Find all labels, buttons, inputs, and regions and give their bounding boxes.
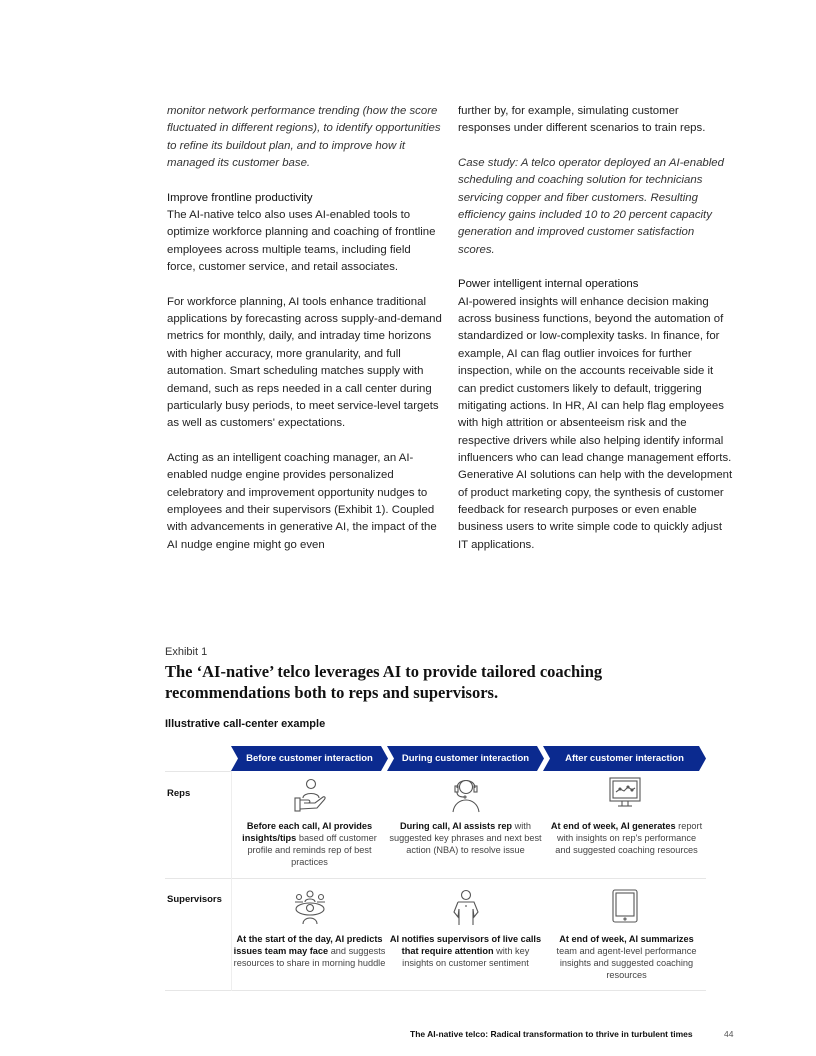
stage-chevrons: [231, 746, 706, 771]
page-number: 44: [724, 1029, 734, 1039]
hand-holding-person-icon: [293, 778, 327, 814]
exhibit-subtitle: Illustrative call-center example: [165, 718, 326, 730]
supervisor-person-icon: [451, 889, 481, 927]
divider: [165, 771, 231, 772]
tablet-icon: [612, 889, 638, 923]
left-column: [167, 103, 442, 554]
cell-bold-text: Before each call, AI provides insights/tips: [242, 821, 373, 844]
stage-chevron-before: [231, 746, 388, 771]
monitor-chart-icon: [609, 777, 641, 809]
supervisors-during-cell: [388, 933, 543, 969]
supervisors-after-cell: [549, 933, 704, 981]
section-body-frontline: The AI-native telco also uses AI-enabled tools to optimize workforce planning and coaching of frontline employees across multiple teams, including field force, customer service, and retail associates.: [167, 209, 436, 274]
team-meeting-icon: [293, 890, 327, 926]
row-label-supervisors: Supervisors: [167, 894, 222, 905]
cell-bold-text: During call, AI assists rep: [400, 821, 513, 831]
exhibit-title: The ‘AI-native’ telco leverages AI to provide tailored coaching recommendations both to reps and supervisors.: [165, 662, 603, 702]
cell-text: report with insights on rep's performance and suggested coaching resources: [555, 821, 703, 856]
cell-text: and suggests resources to share in morning huddle: [233, 946, 386, 969]
stage-chevron-during: [387, 746, 544, 771]
exhibit-label: Exhibit 1: [165, 646, 208, 658]
supervisors-before-cell: [232, 933, 387, 969]
paragraph-workforce-planning: For workforce planning, AI tools enhance traditional applications by forecasting across supply-and-demand metrics for monthly, daily, and intraday time horizons with higher accuracy, more granularity, and full automation. Smart scheduling matches supply with demand, such as reps needed in a call center during particularly busy periods, to meet service-level targets as well as customers' expectations.: [167, 295, 442, 430]
section-body-operations: AI-powered insights will enhance decision making across business functions, beyond the automation of standardized or low-complexity tasks. In finance, for example, AI can flag outlier invoices for further inspection, while on the accounts receivable side it can predict customers likely to default, triggering mitigating actions. In HR, AI can help flag employees with high attrition or absenteeism risk and the respective drivers while also helping identify informal influencers who can lead change management efforts. Generative AI solutions can help with the development of product marketing copy, the synthesis of customer feedback for research purposes or even enable business users to write simple code to quickly adjust IT applications.: [458, 295, 733, 551]
right-column: [458, 103, 733, 554]
footer-title: The AI-native telco: Radical transformation to thrive in turbulent times: [410, 1029, 693, 1039]
section-heading-frontline: Improve frontline productivity: [167, 191, 313, 204]
stage-label: After customer interaction: [565, 753, 684, 764]
cell-bold-text: At end of week, AI generates: [550, 821, 676, 831]
row-label-reps: Reps: [167, 788, 191, 799]
headset-agent-icon: [451, 777, 481, 815]
cell-bold-text: At the start of the day, AI predicts issues team may face: [233, 934, 383, 957]
cell-text: with suggested key phrases and next best action (NBA) to resolve issue: [389, 821, 542, 856]
continuation-paragraph: further by, for example, simulating customer responses under different scenarios to train reps.: [458, 105, 706, 135]
case-study-paragraph: Case study: A telco operator deployed an AI-enabled scheduling and coaching solution for technicians servicing copper and fiber customers. Resulting efficiency gains included 10 to 20 percent capacity generation and improved customer satisfaction scores.: [458, 157, 724, 256]
section-heading-operations: Power intelligent internal operations: [458, 278, 639, 291]
cell-text: with key insights on customer sentiment: [402, 946, 530, 969]
cell-bold-text: At end of week, AI summarizes: [559, 934, 694, 944]
reps-after-cell: [549, 820, 704, 856]
stage-label: Before customer interaction: [246, 753, 373, 764]
cell-bold-text: AI notifies supervisors of live calls that require attention: [389, 934, 542, 957]
paragraph-coaching-manager: Acting as an intelligent coaching manager, an AI-enabled nudge engine provides personalized celebratory and improvement opportunity nudges to employees and their supervisors (Exhibit 1). Coupled with advancements in generative AI, the impact of the AI nudge engine might go even: [167, 451, 437, 551]
divider: [165, 878, 706, 879]
reps-during-cell: [388, 820, 543, 856]
reps-before-cell: [232, 820, 387, 868]
intro-italic-paragraph: monitor network performance trending (how the score fluctuated in different regions), to identify opportunities to refine its buildout plan, and to improve how it managed its customer base.: [167, 105, 441, 170]
cell-text: team and agent-level performance insights and suggested coaching resources: [556, 946, 697, 981]
cell-text: based off customer profile and reminds rep of best practices: [247, 833, 377, 868]
stage-chevron-after: [543, 746, 706, 771]
divider: [165, 990, 706, 991]
stage-label: During customer interaction: [401, 753, 530, 764]
